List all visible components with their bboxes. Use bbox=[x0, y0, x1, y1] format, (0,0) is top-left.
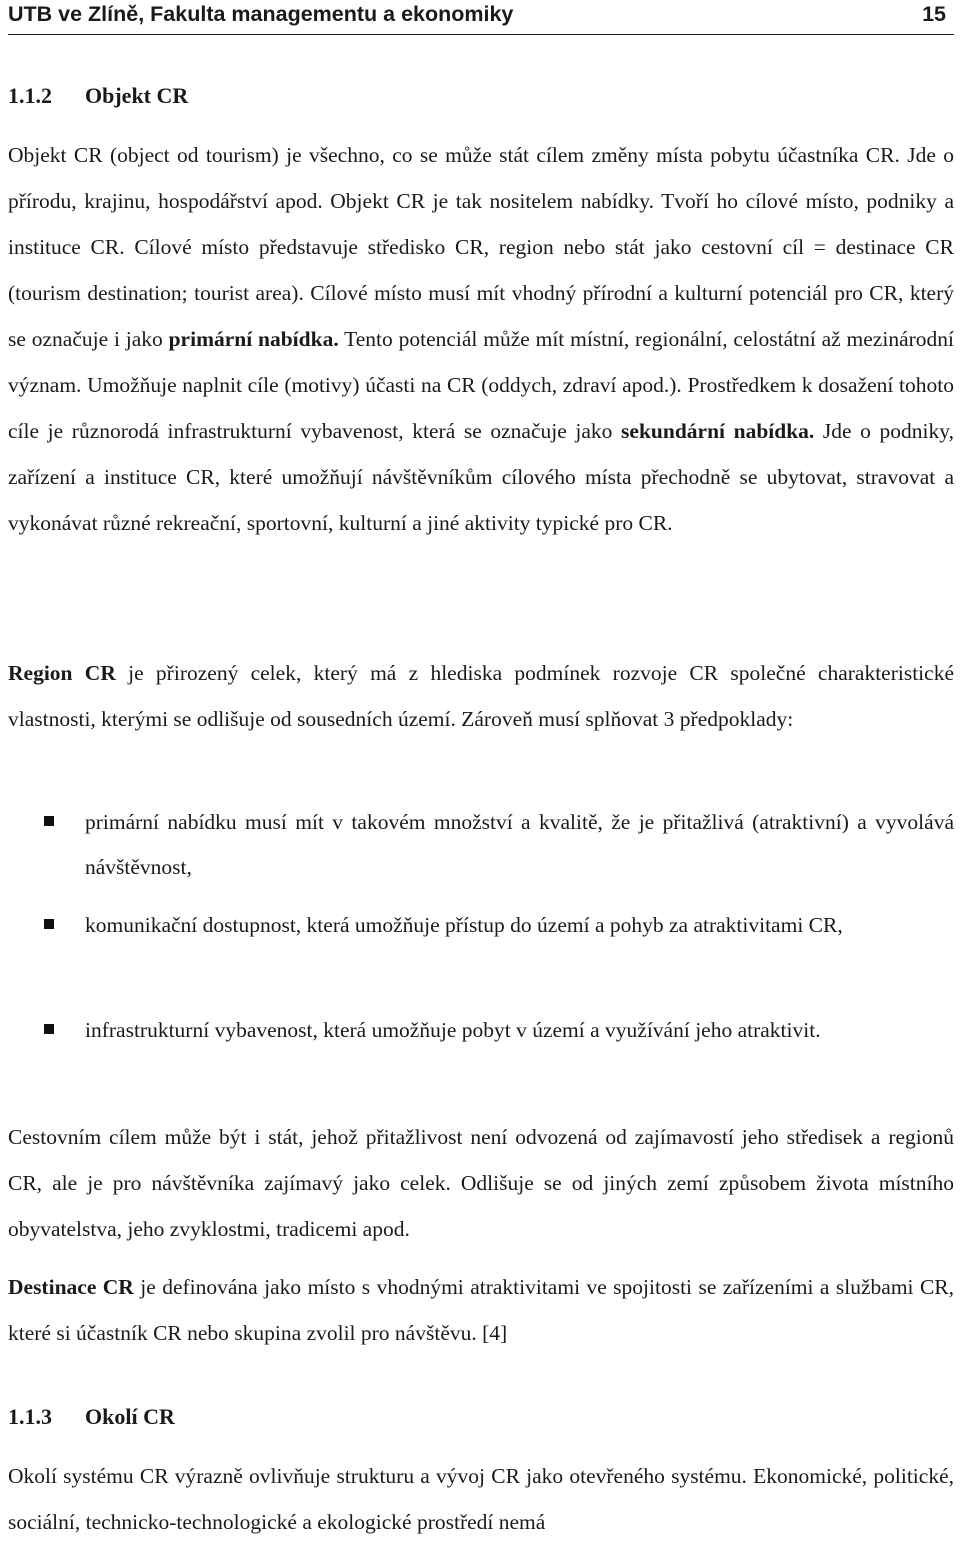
paragraph-text: Tento potenciál může mít místní, regionální, celostátní až mezinárodní význam. Umožňuje naplnit cíle (motivy) účasti na CR (oddych, zdraví apod.). Prostředkem k dosažení tohoto cíle je různorodá infrastrukturní vybavenost, která se označuje jako bbox=[8, 327, 954, 443]
paragraph-text: je definována jako místo s vhodnými atraktivitami ve spojitosti se zařízeními a službami CR, které si účastník CR nebo skupina zvolil pro návštěvu. [4] bbox=[8, 1275, 954, 1345]
paragraph-text: Cestovním cílem může být i stát, jehož přitažlivost není odvozená od zajímavostí jeho středisek a regionů CR, ale je pro návštěvníka zajímavý jako celek. Odlišuje se od jiných zemí způsobem života místního obyvatelstva, jeho zvyklostmi, tradicemi apod. bbox=[8, 1125, 954, 1241]
paragraph-cestovni-cil bbox=[8, 1114, 954, 1252]
list-item-text: primární nabídku musí mít v takovém množství a kvalitě, že je přitažlivá (atraktivní) a vyvolává návštěvnost, bbox=[85, 810, 954, 879]
section-number: 1.1.2 bbox=[8, 83, 52, 108]
square-bullet-icon bbox=[44, 1024, 54, 1034]
section-number: 1.1.3 bbox=[8, 1404, 52, 1429]
paragraph-region-cr bbox=[8, 650, 954, 742]
header-title: UTB ve Zlíně, Fakulta managementu a ekonomiky bbox=[8, 2, 514, 26]
section-heading-1-1-2 bbox=[8, 83, 188, 109]
bold-term-destinace-cr: Destinace CR bbox=[8, 1275, 134, 1299]
section-heading-1-1-3 bbox=[8, 1404, 175, 1430]
page-number: 15 bbox=[922, 2, 946, 26]
paragraph-text: je přirozený celek, který má z hlediska podmínek rozvoje CR společné charakteristické vlastnosti, kterými se odlišuje od sousedních území. Zároveň musí splňovat 3 předpoklady: bbox=[8, 661, 954, 731]
bold-term-primarni-nabidka: primární nabídka. bbox=[168, 327, 339, 351]
paragraph-text: Okolí systému CR výrazně ovlivňuje strukturu a vývoj CR jako otevřeného systému. Ekonomické, politické, sociální, technicko-technologické a ekologické prostředí nemá bbox=[8, 1464, 954, 1534]
list-item-text: komunikační dostupnost, která umožňuje přístup do území a pohyb za atraktivitami CR, bbox=[85, 913, 843, 937]
bold-term-region-cr: Region CR bbox=[8, 661, 116, 685]
bold-term-sekundarni-nabidka: sekundární nabídka. bbox=[621, 419, 815, 443]
square-bullet-icon bbox=[44, 816, 54, 826]
section-title: Objekt CR bbox=[85, 83, 189, 108]
paragraph-text: Objekt CR (object od tourism) je všechno, co se může stát cílem změny místa pobytu účastníka CR. Jde o přírodu, krajinu, hospodářství apod. Objekt CR je tak nositelem nabídky. Tvoří ho cílové místo, podniky a instituce CR. Cílové místo představuje středisko CR, region nebo stát jako cestovní cíl = destinace CR (tourism destination; tourist area). Cílové místo musí mít vhodný přírodní a kulturní potenciál pro CR, který se označuje i jako bbox=[8, 143, 954, 351]
section-title: Okolí CR bbox=[85, 1404, 175, 1429]
paragraph-destinace-cr bbox=[8, 1264, 954, 1356]
paragraph-objekt-cr bbox=[8, 132, 954, 546]
square-bullet-icon bbox=[44, 919, 54, 929]
page-header bbox=[8, 0, 954, 35]
paragraph-text: Jde o podniky, zařízení a instituce CR, které umožňují návštěvníkům cílového místa přechodně se ubytovat, stravovat a vykonávat různé rekreační, sportovní, kulturní a jiné aktivity typické pro CR. bbox=[8, 419, 955, 535]
paragraph-okoli-cr bbox=[8, 1453, 954, 1545]
list-item-text: infrastrukturní vybavenost, která umožňuje pobyt v území a využívání jeho atraktivit. bbox=[85, 1018, 821, 1042]
